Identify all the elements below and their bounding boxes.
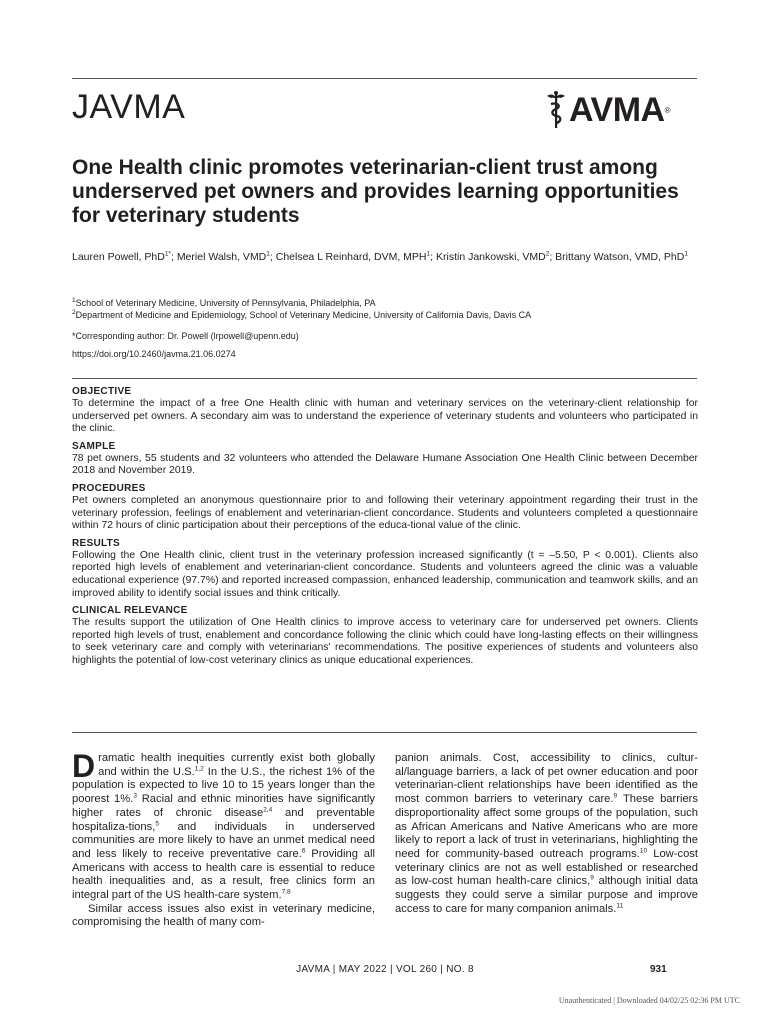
citation-ref: 6 (301, 847, 306, 855)
author-affiliation-mark: 1 (266, 250, 270, 258)
avma-logo-text: AVMA (569, 91, 665, 129)
doi-link[interactable]: https://doi.org/10.2460/javma.21.06.0274 (72, 349, 236, 359)
download-stamp: Unauthenticated | Downloaded 04/02/25 02:36 PM UTC (558, 996, 740, 1005)
author-affiliation-mark: 1 (426, 250, 431, 258)
abstract-top-rule (72, 378, 697, 379)
page-number: 931 (650, 964, 667, 975)
caduceus-icon (545, 90, 567, 130)
citation-ref: 10 (639, 847, 648, 855)
citation-ref: 9 (613, 792, 618, 800)
abstract-heading-clinical-relevance: CLINICAL RELEVANCE (72, 605, 188, 617)
abstract-text-results: Following the One Health clinic, client trust in the veterinary profession increased significantly (t = –5.50, P < 0.001). Clients also reported high levels of enablement and veterinarian-client concordance. Students and volunteers agreed the clinic was a valuable educational experience (97.7%) and reported increased compassion, enhanced leadership, communication and teamwork skills, and an improved ability to identify social issues and think critically. (72, 549, 698, 599)
footer-citation: JAVMA | MAY 2022 | VOL 260 | NO. 8 (296, 964, 474, 975)
corresponding-author: *Corresponding author: Dr. Powell (lrpowell@upenn.edu) (72, 331, 299, 341)
author-name: Kristin Jankowski, VMD (435, 251, 546, 263)
citation-ref: 11 (616, 902, 624, 909)
abstract-text-procedures: Pet owners completed an anonymous questionnaire prior to and following their veterinary appointment regarding their trust in the veterinary profession, feelings of enablement and veterinarian-client concordance. Students and volunteers completed a questionnaire within 72 hours of clinic participation about their perceptions of the educa-tional value of the clinic. (72, 494, 698, 532)
top-rule (72, 78, 697, 79)
author-affiliation-mark: 2 (545, 250, 550, 258)
citation-ref: 2,4 (263, 806, 273, 814)
avma-logo (545, 90, 671, 130)
citation-ref: 7,8 (281, 888, 291, 896)
abstract-text-clinical-relevance: The results support the utilization of One Health clinics to improve access to veterinary care for underserved pet owners. Clients reported high levels of trust, enablement and concordance following the clinic which could have long-lasting effects on their willingness to seek veterinary care and comply with veterinarians' recommendations. The positive experiences of students and volunteers also highlights the potential of low-cost veterinary clinics as unique educational experiences. (72, 617, 698, 666)
author-name: Meriel Walsh, VMD (176, 251, 267, 263)
body-paragraph-1: Dramatic health inequities currently exist both globally and within the U.S.$^{1,2}$ In the U.S., the richest 1% of the population is expected to live 10 to 15 years longer than the poorest 1%.$^3$ Racial and ethnic minorities have significantly higher rates of chronic disease$^{2,4}$ and preventable hospitaliza-tions,$^5$ and individuals in underserved communities are more likely to have an unmet medical need and less likely to receive preventative care.$^6$ Providing all Americans with access to health care is essential to reduce health inequalities and, as a result, free clinics form an integral part of the US health-care system.$^{7,8}$ (72, 748, 376, 902)
citation-ref: 9 (590, 874, 594, 882)
author-affiliation-mark: 1 (684, 250, 688, 258)
abstract-text-sample: 78 pet owners, 55 students and 32 volunteers who attended the Delaware Humane Association One Health Clinic between December 2018 and November 2019. (72, 452, 698, 477)
body-paragraph-3: panion animals. Cost, accessibility to clinics, cultur-al/language barriers, a lack of pet owner education and poor veterinarian-client relationships have been identified as the most common barriers to veterinary care.$^9$ These barriers disproportionality affect some groups of the population, such as African Americans and Native Americans who are more likely to report a lack of trust in veterinarians, highlighting the need for community-based outreach programs.$^{10}$ Low-cost veterinary clinics are not as well established or researched as low-cost human health-care clinics,$^9$ although initial data suggests they could serve a similar purpose and improve access to care for many companion animals.$^{11}$ (395, 752, 699, 915)
registered-mark: ® (664, 105, 671, 115)
abstract-heading-procedures: PROCEDURES (72, 482, 146, 494)
affiliation-2: $^2$Department of Medicine and Epidemiology, School of Veterinary Medicine, University of California Davis, Davis CA (72, 309, 532, 320)
abstract-heading-sample: SAMPLE (72, 440, 116, 452)
author-name: Lauren Powell, PhD (72, 251, 165, 263)
author-name: Chelsea L Reinhard, DVM, MPH (275, 251, 427, 263)
drop-cap: D (72, 748, 96, 784)
author-list: Lauren Powell, PhD$^{1*}$; Meriel Walsh, VMD$^1$; Chelsea L Reinhard, DVM, MPH$^1$; Kristin Jankowski, VMD$^2$; Brittany Watson, VMD, PhD$^1$ (72, 250, 688, 263)
abstract-heading-results: RESULTS (72, 537, 121, 549)
abstract-bottom-rule (72, 732, 697, 733)
citation-ref: 3 (133, 792, 137, 800)
author-affiliation-mark: 1* (164, 250, 171, 258)
body-paragraph-2: Similar access issues also exist in veterinary medicine, compromising the health of many com- (72, 902, 375, 929)
citation-ref: 5 (155, 819, 159, 827)
author-name: Brittany Watson, VMD, PhD (555, 251, 685, 263)
affiliation-1: $^1$School of Veterinary Medicine, University of Pennsylvania, Philadelphia, PA (72, 297, 376, 308)
body-column-left (72, 748, 376, 930)
citation-ref: 1,2 (194, 764, 204, 772)
article-title: One Health clinic promotes veterinarian-client trust among underserved pet owners and provides learning opportunities for veterinary students (72, 156, 679, 227)
journal-name: JAVMA (72, 88, 186, 126)
abstract (72, 386, 698, 673)
abstract-heading-objective: OBJECTIVE (72, 386, 132, 397)
body-column-right (395, 752, 698, 916)
abstract-text-objective: To determine the impact of a free One Health clinic with human and veterinary services on the veterinary-client relationship for underserved pet owners. A secondary aim was to understand the experience of veterinary students and volunteers who participated in the clinic. (72, 398, 698, 435)
